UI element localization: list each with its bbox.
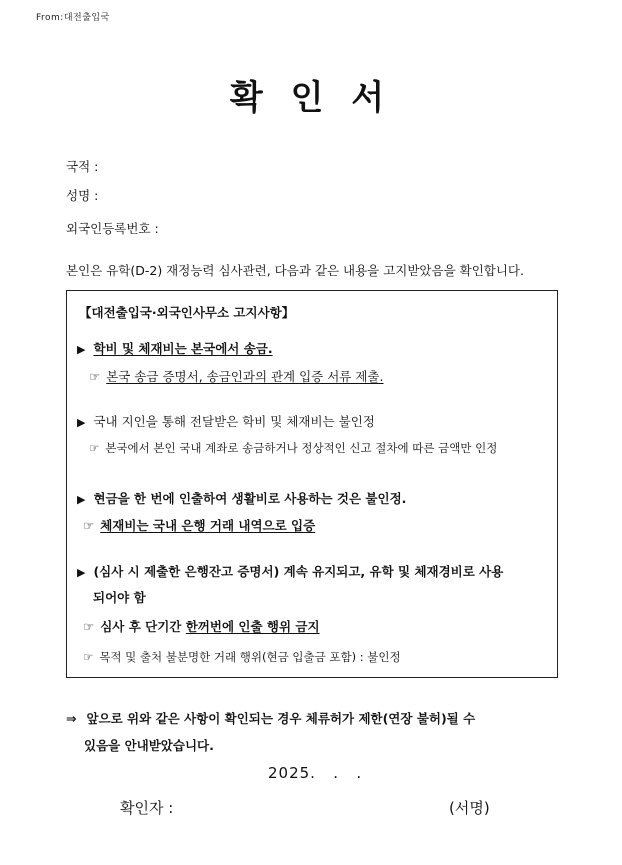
pointing-hand-icon: ☞ [83, 650, 94, 664]
confirmer-label: 확인자 : [120, 799, 174, 817]
notice-item-4-text-line1: (심사 시 제출한 은행잔고 증명서) 계속 유지되고, 유학 및 체재경비로 사용 [93, 564, 504, 579]
notice-item-2-sub [89, 440, 497, 456]
conclusion-line-1-text: 앞으로 위와 같은 사항이 확인되는 경우 체류허가 제한(연장 불허)될 수 [86, 711, 476, 726]
notice-item-1-sub [89, 367, 383, 385]
notice-item-3 [77, 489, 406, 507]
notice-item-4-line2: 되어야 함 [93, 590, 146, 605]
notice-item-4-sub-1 [83, 617, 320, 635]
pointing-hand-icon: ☞ [83, 518, 95, 533]
notice-item-4-sub-1-underlined: 한꺼번에 인출 행위 금지 [185, 619, 320, 634]
notice-item-4 [77, 562, 503, 580]
notice-item-4-sub-2 [83, 649, 401, 665]
triangle-bullet-icon: ▶ [77, 343, 86, 356]
alien-registration-field: 외국인등록번호 : [66, 221, 159, 236]
pointing-hand-icon: ☞ [89, 441, 100, 455]
notice-item-3-text: 현금을 한 번에 인출하여 생활비로 사용하는 것은 불인정. [93, 491, 407, 506]
conclusion-line-1 [66, 709, 475, 727]
notice-item-4-sub-2-text: 목적 및 출처 불분명한 거래 행위(현금 입출금 포함) : 불인정 [99, 650, 401, 664]
document-title: 확 인 서 [229, 78, 393, 118]
notice-item-3-sub-text: 체재비는 국내 은행 거래 내역으로 입증 [100, 518, 316, 533]
notice-item-2 [77, 412, 375, 430]
triangle-bullet-icon: ▶ [77, 493, 86, 506]
notice-box [66, 290, 558, 678]
notice-heading: 【대전출입국·외국인사무소 고지사항】 [79, 305, 295, 320]
intro-statement: 본인은 유학(D-2) 재정능력 심사관련, 다음과 같은 내용을 고지받았음을 확인합니다. [66, 263, 524, 278]
notice-item-3-sub [83, 516, 315, 534]
date-field: 2025. . . [268, 764, 363, 782]
pointing-hand-icon: ☞ [83, 619, 95, 634]
nationality-field: 국적 : [66, 159, 99, 174]
notice-item-2-text: 국내 지인을 통해 전달받은 학비 및 체재비는 불인정 [93, 414, 375, 429]
arrow-icon: ⇒ [66, 711, 77, 726]
conclusion-line-2: 있음을 안내받았습니다. [84, 738, 214, 753]
notice-item-4-sub-1-text: 심사 후 단기간 [100, 619, 186, 634]
fax-header: From:대전출입국 [36, 13, 110, 23]
signature-slot: (서명) [449, 799, 490, 817]
notice-item-1-sub-text: 본국 송금 증명서, 송금인과의 관계 입증 서류 제출. [106, 369, 384, 384]
notice-item-1-text: 학비 및 체재비는 본국에서 송금. [93, 341, 273, 356]
pointing-hand-icon: ☞ [89, 369, 101, 384]
notice-item-2-sub-text: 본국에서 본인 국내 계좌로 송금하거나 정상적인 신고 절차에 따른 금액만 인정 [105, 441, 498, 455]
triangle-bullet-icon: ▶ [77, 566, 86, 579]
notice-item-1 [77, 339, 273, 357]
name-field: 성명 : [66, 188, 99, 203]
triangle-bullet-icon: ▶ [77, 416, 86, 429]
